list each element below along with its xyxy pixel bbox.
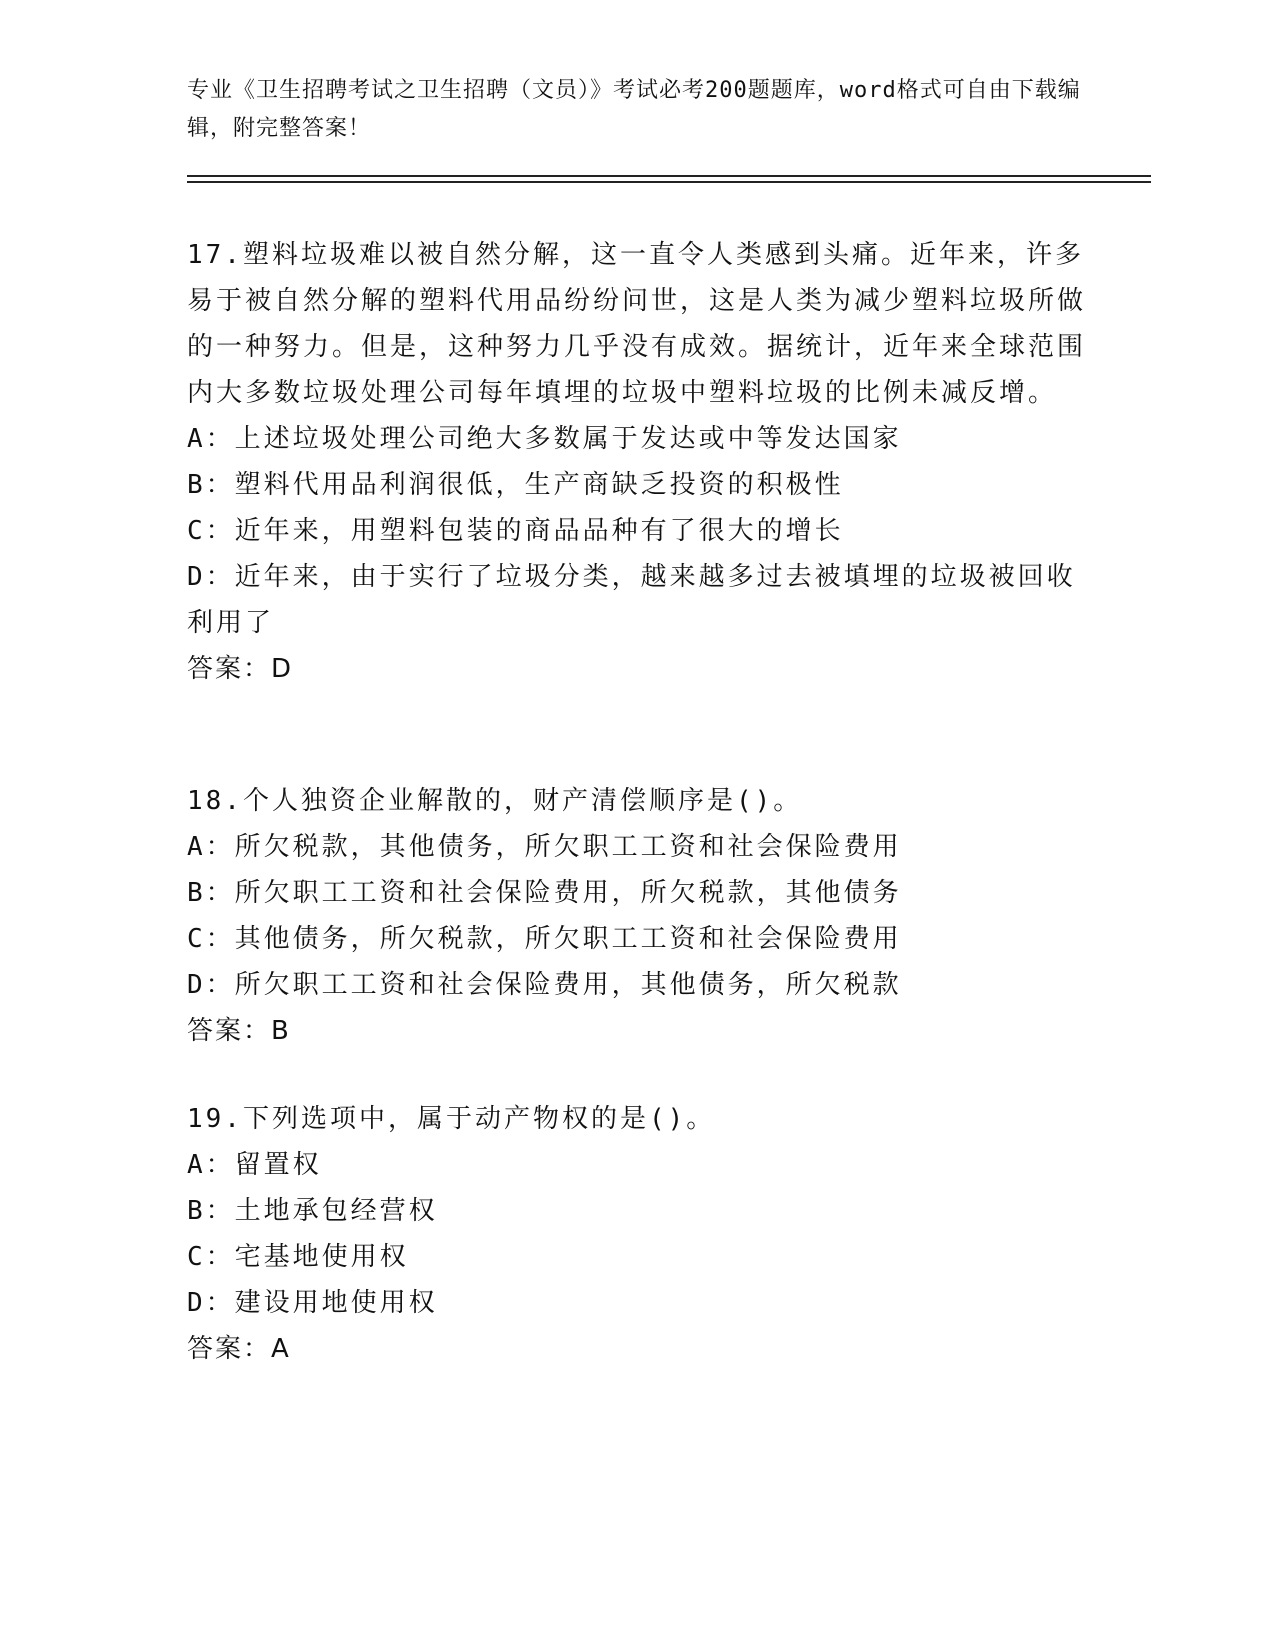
option-a: A：所欠税款，其他债务，所欠职工工资和社会保险费用 (187, 832, 902, 862)
option-a: A：留置权 (187, 1150, 322, 1180)
option-c: C：其他债务，所欠税款，所欠职工工资和社会保险费用 (187, 924, 902, 954)
option-d: D：近年来，由于实行了垃圾分类，越来越多过去被填埋的垃圾被回收利用了 (187, 562, 1076, 638)
option-c: C：宅基地使用权 (187, 1242, 409, 1272)
answer-label: 答案：A (187, 1334, 291, 1364)
question-stem: 17.塑料垃圾难以被自然分解，这一直令人类感到头痛。近年来，许多易于被自然分解的塑料代用品纷纷问世，这是人类为减少塑料垃圾所做的一种努力。但是，这种努力几乎没有成效。据统计，近年来全球范围内大多数垃圾处理公司每年填埋的垃圾中塑料垃圾的比例未减反增。 (187, 240, 1087, 408)
option-b: B：塑料代用品利润很低，生产商缺乏投资的积极性 (187, 470, 844, 500)
question-stem: 19.下列选项中，属于动产物权的是()。 (187, 1104, 716, 1134)
option-b: B：所欠职工工资和社会保险费用，所欠税款，其他债务 (187, 878, 902, 908)
question-18 (187, 778, 1087, 1054)
option-b: B：土地承包经营权 (187, 1196, 438, 1226)
header-divider-bottom (187, 181, 1151, 183)
option-d: D：所欠职工工资和社会保险费用，其他债务，所欠税款 (187, 970, 902, 1000)
option-d: D：建设用地使用权 (187, 1288, 438, 1318)
option-c: C：近年来，用塑料包装的商品品种有了很大的增长 (187, 516, 844, 546)
header-divider-top (187, 175, 1151, 177)
option-a: A：上述垃圾处理公司绝大多数属于发达或中等发达国家 (187, 424, 902, 454)
answer-label: 答案：B (187, 1016, 291, 1046)
question-17 (187, 232, 1087, 692)
question-stem: 18.个人独资企业解散的，财产清偿顺序是()。 (187, 786, 803, 816)
answer-label: 答案：D (187, 654, 294, 684)
document-header: 专业《卫生招聘考试之卫生招聘（文员）》考试必考200题题库，word格式可自由下载编辑，附完整答案！ (187, 78, 1081, 141)
question-19 (187, 1096, 1087, 1372)
